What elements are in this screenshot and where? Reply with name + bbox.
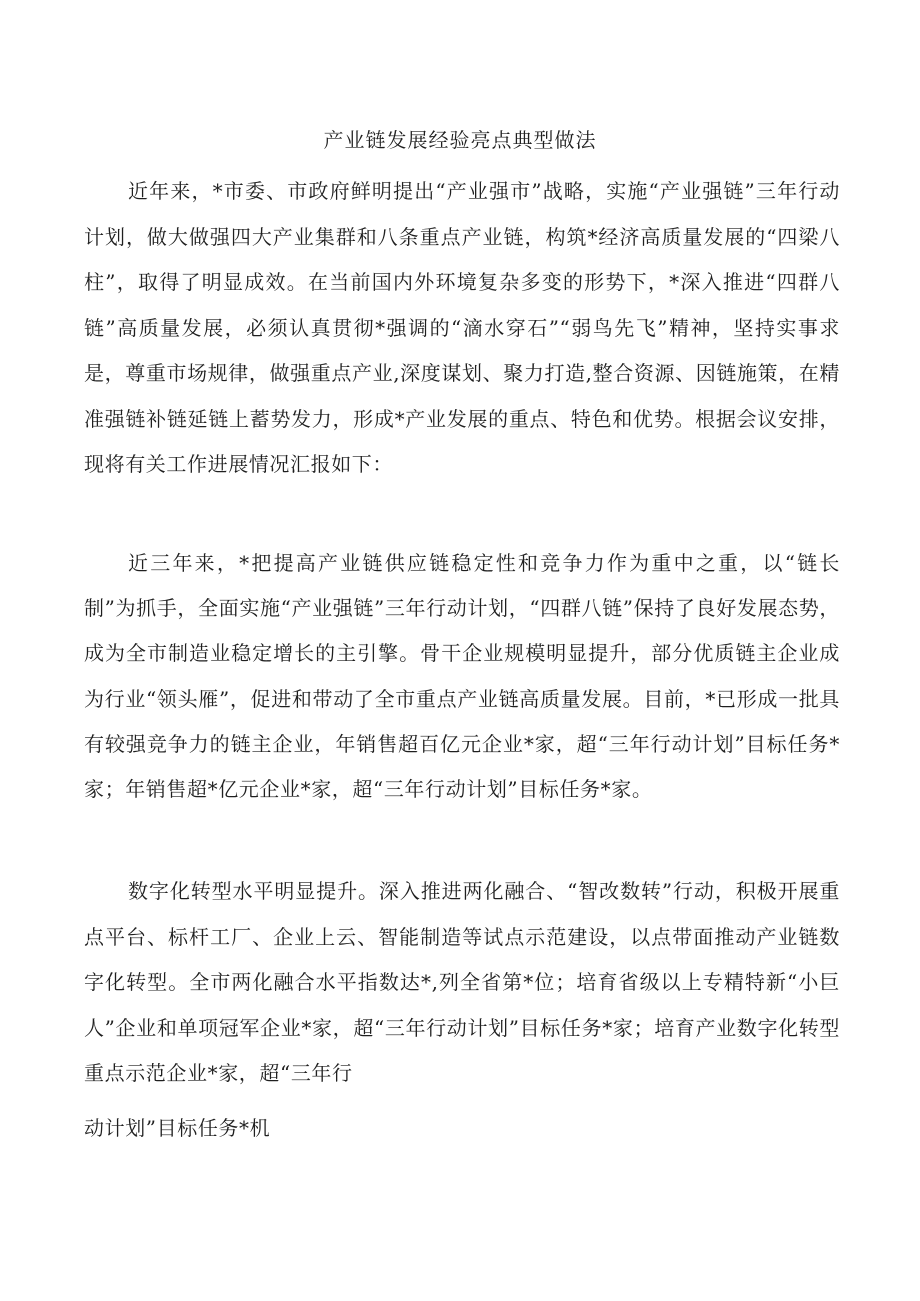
- paragraph-industry-chain: 近三年来，*把提高产业链供应链稳定性和竞争力作为重中之重，以“链长制”为抓手，全面实施“产业强链”三年行动计划，“四群八链”保持了良好发展态势，成为全市制造业稳定增长的主引擎。骨干企业规模明显提升，部分优质链主企业成为行业“领头雁”，促进和带动了全市重点产业链高质量发展。目前，*已形成一批具有较强竞争力的链主企业，年销售超百亿元企业*家，超“三年行动计划”目标任务*家；年销售超*亿元企业*家，超“三年行动计划”目标任务*家。: [84, 551, 840, 802]
- paragraph-fragment: 动计划”目标任务*机: [84, 1116, 271, 1140]
- document-title: 产业链发展经验亮点典型做法: [323, 128, 597, 152]
- paragraph-intro: 近年来，*市委、市政府鲜明提出“产业强市”战略，实施“产业强链”三年行动计划，做大做强四大产业集群和八条重点产业链，构筑*经济高质量发展的“四梁八柱”，取得了明显成效。在当前国内外环境复杂多变的形势下，*深入推进“四群八链”高质量发展，必须认真贯彻*强调的“滴水穿石”“弱鸟先飞”精神，坚持实事求是，尊重市场规律，做强重点产业,深度谋划、聚力打造,整合资源、因链施策，在精准强链补链延链上蓄势发力，形成*产业发展的重点、特色和优势。根据会议安排，现将有关工作进展情况汇报如下：: [84, 179, 840, 476]
- paragraph-digital-transformation: 数字化转型水平明显提升。深入推进两化融合、“智改数转”行动，积极开展重点平台、标杆工厂、企业上云、智能制造等试点示范建设，以点带面推动产业链数字化转型。全市两化融合水平指数达*,列全省第*位；培育省级以上专精特新“小巨人”企业和单项冠军企业*家，超“三年行动计划”目标任务*家；培育产业数字化转型重点示范企业*家，超“三年行: [84, 879, 840, 1085]
